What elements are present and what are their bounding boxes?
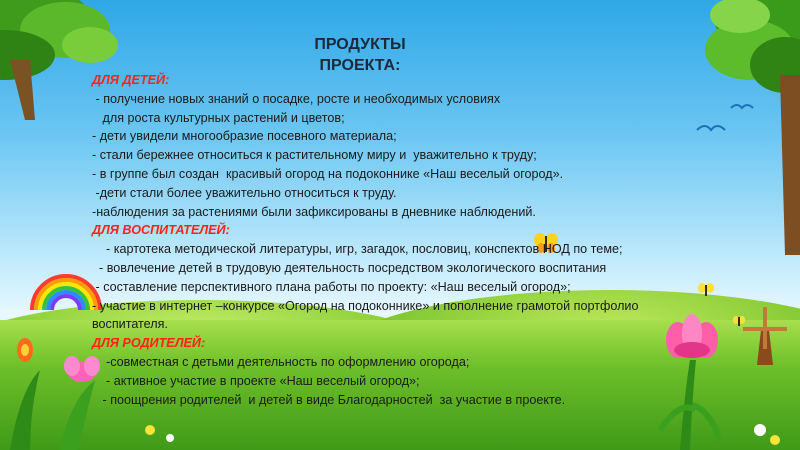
text-line: - активное участие в проекте «Наш веселый огород»; <box>92 373 420 388</box>
text-line: - получение новых знаний о посадке, росте и необходимых условиях <box>92 91 501 106</box>
text-line: для роста культурных растений и цветов; <box>92 110 345 125</box>
slide-body-text <box>92 71 782 409</box>
slide-title-line-2: ПРОЕКТА: <box>319 57 401 74</box>
text-line: - вовлечение детей в трудовую деятельность посредством экологического воспитания <box>92 260 607 275</box>
text-line: - составление перспективного плана работы по проекту: «Наш веселый огород»; <box>92 279 571 294</box>
slide-title <box>300 34 420 76</box>
text-line: - дети увидели многообразие посевного материала; <box>92 129 397 144</box>
text-line: - поощрения родителей и детей в виде Благодарностей за участие в проекте. <box>92 392 566 407</box>
text-line: -наблюдения за растениями были зафиксированы в дневнике наблюдений. <box>92 204 536 219</box>
text-line: -совместная с детьми деятельность по оформлению огорода; <box>92 354 470 369</box>
slide-title-line-1: ПРОДУКТЫ <box>314 36 406 53</box>
section-heading-parents: ДЛЯ РОДИТЕЛЕЙ: <box>92 336 206 351</box>
text-line: воспитателя. <box>92 317 168 332</box>
text-line: -дети стали более уважительно относиться к труду. <box>92 185 397 200</box>
text-line: - картотека методической литературы, игр, загадок, пословиц, конспектов НОД по теме; <box>92 242 623 257</box>
text-line: - участие в интернет –конкурсе «Огород на подоконнике» и пополнение грамотой портфолио <box>92 298 639 313</box>
section-heading-teachers: ДЛЯ ВОСПИТАТЕЛЕЙ: <box>92 223 230 238</box>
text-line: - стали бережнее относиться к растительному миру и уважительно к труду; <box>92 148 537 163</box>
text-line: - в группе был создан красивый огород на подоконнике «Наш веселый огород». <box>92 166 564 181</box>
section-heading-children: ДЛЯ ДЕТЕЙ: <box>92 73 170 87</box>
